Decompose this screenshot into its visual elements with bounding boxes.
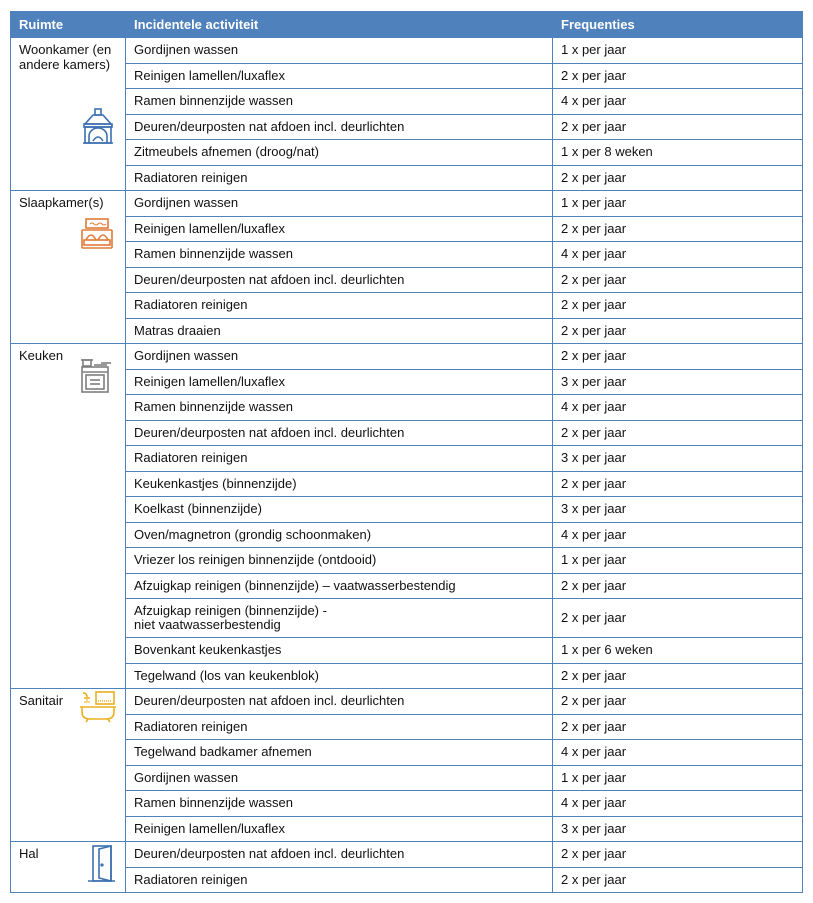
activity-cell (126, 318, 553, 344)
activity-cell (126, 599, 553, 638)
room-name: Woonkamer (en andere kamers) (19, 42, 112, 72)
frequency-cell: 2 x per jaar (553, 293, 803, 319)
activity-text: Tegelwand badkamer afnemen (134, 744, 312, 760)
table-row (11, 867, 803, 893)
activity-cell (126, 816, 553, 842)
header-frequenties: Frequenties (553, 12, 803, 38)
frequency-cell: 4 x per jaar (553, 89, 803, 115)
activity-text: Ramen binnenzijde wassen (134, 399, 293, 415)
activity-cell (126, 842, 553, 868)
activity-cell (126, 471, 553, 497)
frequency-cell: 1 x per 6 weken (553, 638, 803, 664)
activity-cell (126, 344, 553, 370)
activity-text: Afzuigkap reinigen (binnenzijde) – vaatwasserbestendig (134, 577, 456, 593)
frequency-cell: 4 x per jaar (553, 740, 803, 766)
room-cell (11, 191, 126, 344)
table-row (11, 242, 803, 268)
bed-icon (79, 217, 115, 249)
activity-text: Deuren/deurposten nat afdoen incl. deurlichten (134, 846, 405, 862)
activity-text: Radiatoren reinigen (134, 718, 248, 734)
room-name: Sanitair (19, 693, 64, 708)
activity-text: Gordijnen wassen (134, 195, 239, 211)
table-row (11, 165, 803, 191)
table-body (11, 38, 803, 893)
activity-cell (126, 522, 553, 548)
frequency-cell: 2 x per jaar (553, 471, 803, 497)
header-activiteit: Incidentele activiteit (126, 12, 553, 38)
table-header-row (11, 12, 803, 38)
activity-text: Reinigen lamellen/luxaflex (134, 373, 286, 389)
table-row (11, 446, 803, 472)
table-row (11, 497, 803, 523)
activity-text-line2: niet vaatwasserbestendig (134, 617, 281, 632)
frequency-cell: 2 x per jaar (553, 114, 803, 140)
frequency-cell: 2 x per jaar (553, 318, 803, 344)
table-row (11, 395, 803, 421)
frequency-cell: 1 x per jaar (553, 548, 803, 574)
frequency-cell: 3 x per jaar (553, 369, 803, 395)
activity-cell (126, 242, 553, 268)
frequency-cell: 2 x per jaar (553, 714, 803, 740)
activity-text: Reinigen lamellen/luxaflex (134, 220, 286, 236)
activity-text: Radiatoren reinigen (134, 169, 248, 185)
table-row (11, 638, 803, 664)
activity-text: Radiatoren reinigen (134, 450, 248, 466)
activity-text: Ramen binnenzijde wassen (134, 246, 293, 262)
activity-cell (126, 165, 553, 191)
table-row (11, 293, 803, 319)
activity-text: Deuren/deurposten nat afdoen incl. deurlichten (134, 271, 405, 287)
header-ruimte: Ruimte (11, 12, 126, 38)
frequency-cell: 3 x per jaar (553, 816, 803, 842)
activity-cell (126, 689, 553, 715)
frequency-cell: 1 x per 8 weken (553, 140, 803, 166)
activity-cell (126, 867, 553, 893)
activity-text: Vriezer los reinigen binnenzijde (ontdooid) (134, 552, 377, 568)
frequency-cell: 2 x per jaar (553, 216, 803, 242)
room-cell (11, 38, 126, 191)
frequency-cell: 4 x per jaar (553, 242, 803, 268)
activity-text: Gordijnen wassen (134, 42, 239, 58)
table-row (11, 420, 803, 446)
activity-text: Oven/magnetron (grondig schoonmaken) (134, 526, 372, 542)
frequency-cell: 4 x per jaar (553, 791, 803, 817)
frequency-cell: 2 x per jaar (553, 165, 803, 191)
activity-cell (126, 740, 553, 766)
activity-text: Matras draaien (134, 322, 221, 338)
activity-text: Deuren/deurposten nat afdoen incl. deurlichten (134, 424, 405, 440)
bathtub-icon (79, 691, 117, 723)
activity-text: Koelkast (binnenzijde) (134, 501, 262, 517)
table-row (11, 842, 803, 868)
frequency-cell: 2 x per jaar (553, 842, 803, 868)
activity-text: Keukenkastjes (binnenzijde) (134, 475, 297, 491)
frequency-cell: 2 x per jaar (553, 344, 803, 370)
table-row (11, 689, 803, 715)
room-name: Keuken (19, 348, 64, 363)
activity-cell (126, 267, 553, 293)
activity-cell (126, 114, 553, 140)
table-row (11, 344, 803, 370)
fireplace-icon (81, 108, 115, 144)
activity-text: Gordijnen wassen (134, 348, 239, 364)
activity-text: Deuren/deurposten nat afdoen incl. deurlichten (134, 693, 405, 709)
frequency-cell: 2 x per jaar (553, 689, 803, 715)
activity-cell (126, 420, 553, 446)
table-row (11, 318, 803, 344)
activity-text: Afzuigkap reinigen (binnenzijde) - (134, 603, 327, 618)
table-row (11, 663, 803, 689)
table-row (11, 191, 803, 217)
frequency-cell: 1 x per jaar (553, 765, 803, 791)
table-row (11, 714, 803, 740)
activity-text: Radiatoren reinigen (134, 297, 248, 313)
table-row (11, 765, 803, 791)
activity-cell (126, 369, 553, 395)
frequency-cell: 3 x per jaar (553, 446, 803, 472)
table-row (11, 216, 803, 242)
table-row (11, 369, 803, 395)
frequency-cell: 2 x per jaar (553, 267, 803, 293)
stove-icon (79, 358, 113, 394)
activity-cell (126, 446, 553, 472)
activity-text: Zitmeubels afnemen (droog/nat) (134, 144, 319, 160)
table-row (11, 740, 803, 766)
activity-cell (126, 191, 553, 217)
activity-cell (126, 548, 553, 574)
activity-cell (126, 293, 553, 319)
frequency-cell: 2 x per jaar (553, 420, 803, 446)
table-row (11, 89, 803, 115)
table-row (11, 114, 803, 140)
activity-text: Gordijnen wassen (134, 769, 239, 785)
table-row (11, 267, 803, 293)
frequency-cell: 2 x per jaar (553, 63, 803, 89)
activity-cell (126, 638, 553, 664)
table-row (11, 140, 803, 166)
room-cell (11, 344, 126, 689)
frequency-cell: 1 x per jaar (553, 38, 803, 64)
table-row (11, 38, 803, 64)
activity-text: Ramen binnenzijde wassen (134, 795, 293, 811)
frequency-cell: 3 x per jaar (553, 497, 803, 523)
room-cell (11, 842, 126, 893)
frequency-cell: 1 x per jaar (553, 191, 803, 217)
frequency-cell: 2 x per jaar (553, 663, 803, 689)
activity-text: Reinigen lamellen/luxaflex (134, 67, 286, 83)
frequency-cell: 2 x per jaar (553, 867, 803, 893)
activity-cell (126, 395, 553, 421)
activity-cell (126, 63, 553, 89)
frequency-cell: 4 x per jaar (553, 522, 803, 548)
activity-text: Deuren/deurposten nat afdoen incl. deurlichten (134, 118, 405, 134)
table-row (11, 522, 803, 548)
table-row (11, 791, 803, 817)
activity-cell (126, 573, 553, 599)
room-cell (11, 689, 126, 842)
activity-text: Reinigen lamellen/luxaflex (134, 820, 286, 836)
activity-text: Bovenkant keukenkastjes (134, 642, 282, 658)
activity-cell (126, 714, 553, 740)
frequency-cell: 2 x per jaar (553, 599, 803, 638)
cleaning-schedule-table (10, 11, 803, 893)
frequency-cell: 2 x per jaar (553, 573, 803, 599)
door-icon (85, 844, 117, 884)
table-row (11, 471, 803, 497)
activity-text: Ramen binnenzijde wassen (134, 93, 293, 109)
activity-cell (126, 663, 553, 689)
table-row (11, 599, 803, 638)
activity-cell (126, 140, 553, 166)
activity-cell (126, 216, 553, 242)
table-row (11, 573, 803, 599)
activity-cell (126, 38, 553, 64)
table-row (11, 548, 803, 574)
table-row (11, 816, 803, 842)
activity-cell (126, 765, 553, 791)
activity-text: Tegelwand (los van keukenblok) (134, 667, 319, 683)
activity-cell (126, 89, 553, 115)
activity-cell (126, 791, 553, 817)
activity-text: Radiatoren reinigen (134, 871, 248, 887)
activity-cell (126, 497, 553, 523)
table-row (11, 63, 803, 89)
frequency-cell: 4 x per jaar (553, 395, 803, 421)
room-name: Slaapkamer(s) (19, 195, 104, 210)
room-name: Hal (19, 846, 39, 861)
